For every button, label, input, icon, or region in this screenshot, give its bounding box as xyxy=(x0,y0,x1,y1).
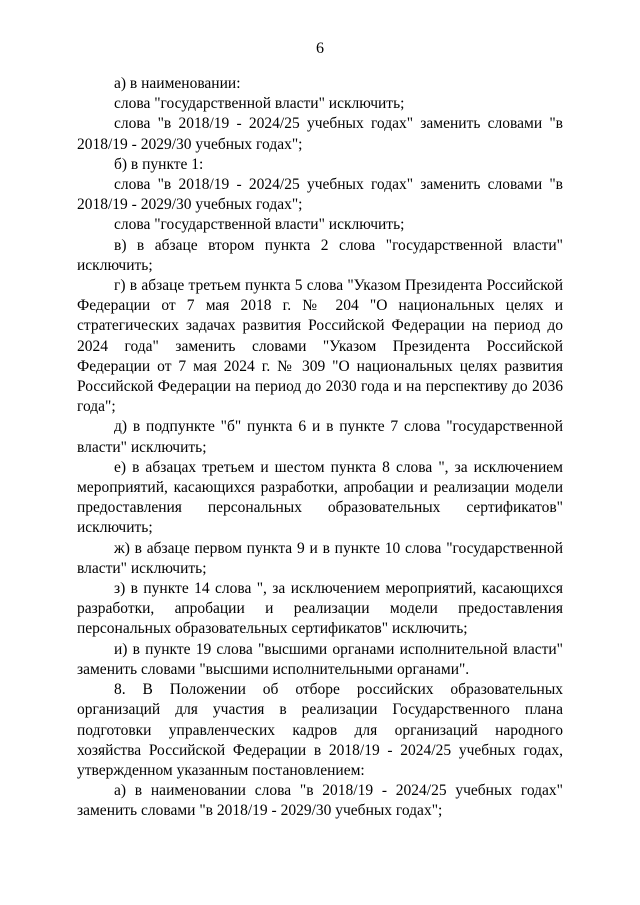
paragraph-replace-years: слова "в 2018/19 - 2024/25 учебных годах" заменить словами "в 2018/19 - 2029/30 учебных годах"; xyxy=(77,115,563,153)
paragraph-words-state-power: слова "государственной власти" исключить; xyxy=(114,95,405,113)
paragraph-z-point-14: з) в пункте 14 слова ", за исключением мероприятий, касающихся разработки, апробации и реализации модели предоставления персональных образовательных сертификатов" исключить; xyxy=(77,580,563,638)
paragraph-zh-points-9-10: ж) в абзаце первом пункта 9 и в пункте 10 слова "государственной власти" исключить; xyxy=(77,539,563,577)
paragraph-section-8: 8. В Положении об отборе российских образовательных организаций для участия в реализации Государственного плана подготовки управленческих кадров для организаций народного хозяйства Российской Федерации в 2018/19 - 2024/25 учебных годах, утвержденном указанным постановлением: xyxy=(77,681,563,779)
paragraph-a-naming: а) в наименовании: xyxy=(114,75,241,92)
paragraph-i-point-19: и) в пункте 19 слова "высшими органами исполнительной власти" заменить словами "высшими исполнительными органами". xyxy=(77,640,563,678)
paragraph-words-state-power-2: слова "государственной власти" исключить; xyxy=(114,216,405,234)
paragraph-e-point-8: е) в абзацах третьем и шестом пункта 8 слова ", за исключением мероприятий, касающихся разработки, апробации и реализации модели предоставления персональных образовательных сертификатов" исключить; xyxy=(77,458,563,537)
paragraph-replace-years-2: слова "в 2018/19 - 2024/25 учебных годах" заменить словами "в 2018/19 - 2029/30 учебных годах"; xyxy=(77,176,563,214)
paragraph-b-point-1: б) в пункте 1: xyxy=(114,155,204,173)
paragraph-d-points-6-7: д) в подпункте "б" пункта 6 и в пункте 7 слова "государственной власти" исключить; xyxy=(77,418,563,456)
paragraph-v-point-2: в) в абзаце втором пункта 2 слова "государственной власти" исключить; xyxy=(77,236,563,274)
document-body xyxy=(77,74,563,822)
paragraph-a-naming-section-8: а) в наименовании слова "в 2018/19 - 2024/25 учебных годах" заменить словами "в 2018/19 - 2029/30 учебных годах"; xyxy=(77,782,563,820)
page-number: 6 xyxy=(316,40,324,57)
paragraph-g-point-5: г) в абзаце третьем пункта 5 слова "Указом Президента Российской Федерации от 7 мая 2018 г. № 204 "О национальных целях и стратегических задачах развития Российской Федерации на период до 2024 года" заменить словами "Указом Президента Российской Федерации от 7 мая 2024 г. № 309 "О национальных целях развития Российской Федерации на период до 2030 года и на перспективу до 2036 года"; xyxy=(77,277,563,416)
